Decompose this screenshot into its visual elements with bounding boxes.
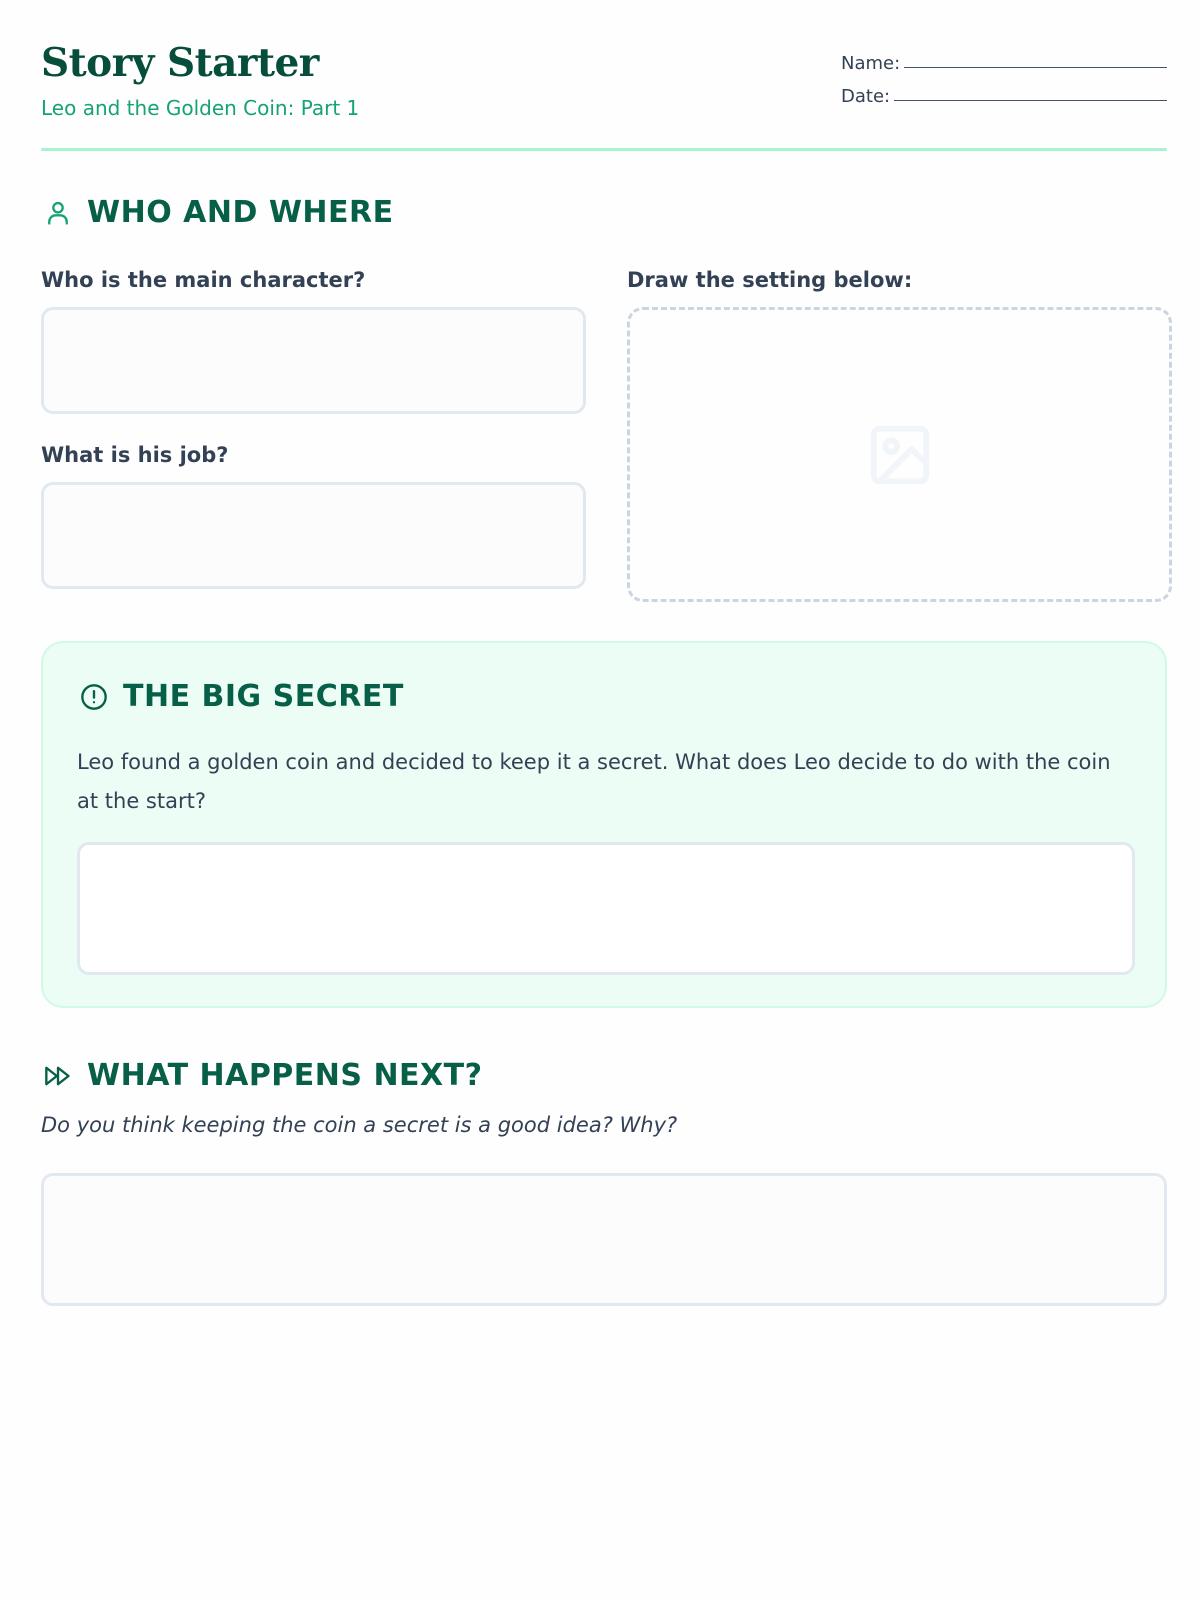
setting-label: Draw the setting below: bbox=[627, 268, 913, 292]
date-label: Date: bbox=[841, 86, 891, 107]
who-where-heading-text: WHO AND WHERE bbox=[87, 195, 394, 230]
image-icon bbox=[865, 420, 935, 490]
big-secret-heading bbox=[77, 679, 404, 714]
person-icon bbox=[41, 196, 75, 230]
big-secret-heading-text: THE BIG SECRET bbox=[123, 679, 404, 714]
name-line[interactable] bbox=[904, 67, 1167, 68]
date-row bbox=[841, 74, 1167, 107]
main-character-answer-box[interactable] bbox=[41, 307, 586, 414]
fast-forward-icon bbox=[41, 1059, 75, 1093]
setting-drawing-area[interactable] bbox=[627, 307, 1172, 602]
alert-circle-icon bbox=[77, 680, 111, 714]
who-where-heading bbox=[41, 195, 394, 230]
big-secret-answer-box[interactable] bbox=[77, 842, 1135, 975]
date-line[interactable] bbox=[894, 100, 1167, 101]
student-info bbox=[841, 41, 1167, 107]
what-next-prompt: Do you think keeping the coin a secret is a good idea? Why? bbox=[41, 1113, 678, 1137]
job-label: What is his job? bbox=[41, 443, 229, 467]
what-next-heading-text: WHAT HAPPENS NEXT? bbox=[87, 1058, 483, 1093]
worksheet-subtitle: Leo and the Golden Coin: Part 1 bbox=[41, 96, 360, 120]
big-secret-panel bbox=[41, 641, 1167, 1008]
header-divider bbox=[41, 148, 1167, 151]
job-answer-box[interactable] bbox=[41, 482, 586, 589]
big-secret-prompt: Leo found a golden coin and decided to keep it a secret. What does Leo decide to do with the coin at the start? bbox=[77, 750, 1111, 813]
name-row bbox=[841, 41, 1167, 74]
name-label: Name: bbox=[841, 53, 901, 74]
what-next-heading bbox=[41, 1058, 483, 1093]
what-next-answer-box[interactable] bbox=[41, 1173, 1167, 1306]
main-character-label: Who is the main character? bbox=[41, 268, 366, 292]
worksheet-header bbox=[41, 0, 1167, 152]
worksheet-title: Story Starter bbox=[41, 40, 319, 86]
